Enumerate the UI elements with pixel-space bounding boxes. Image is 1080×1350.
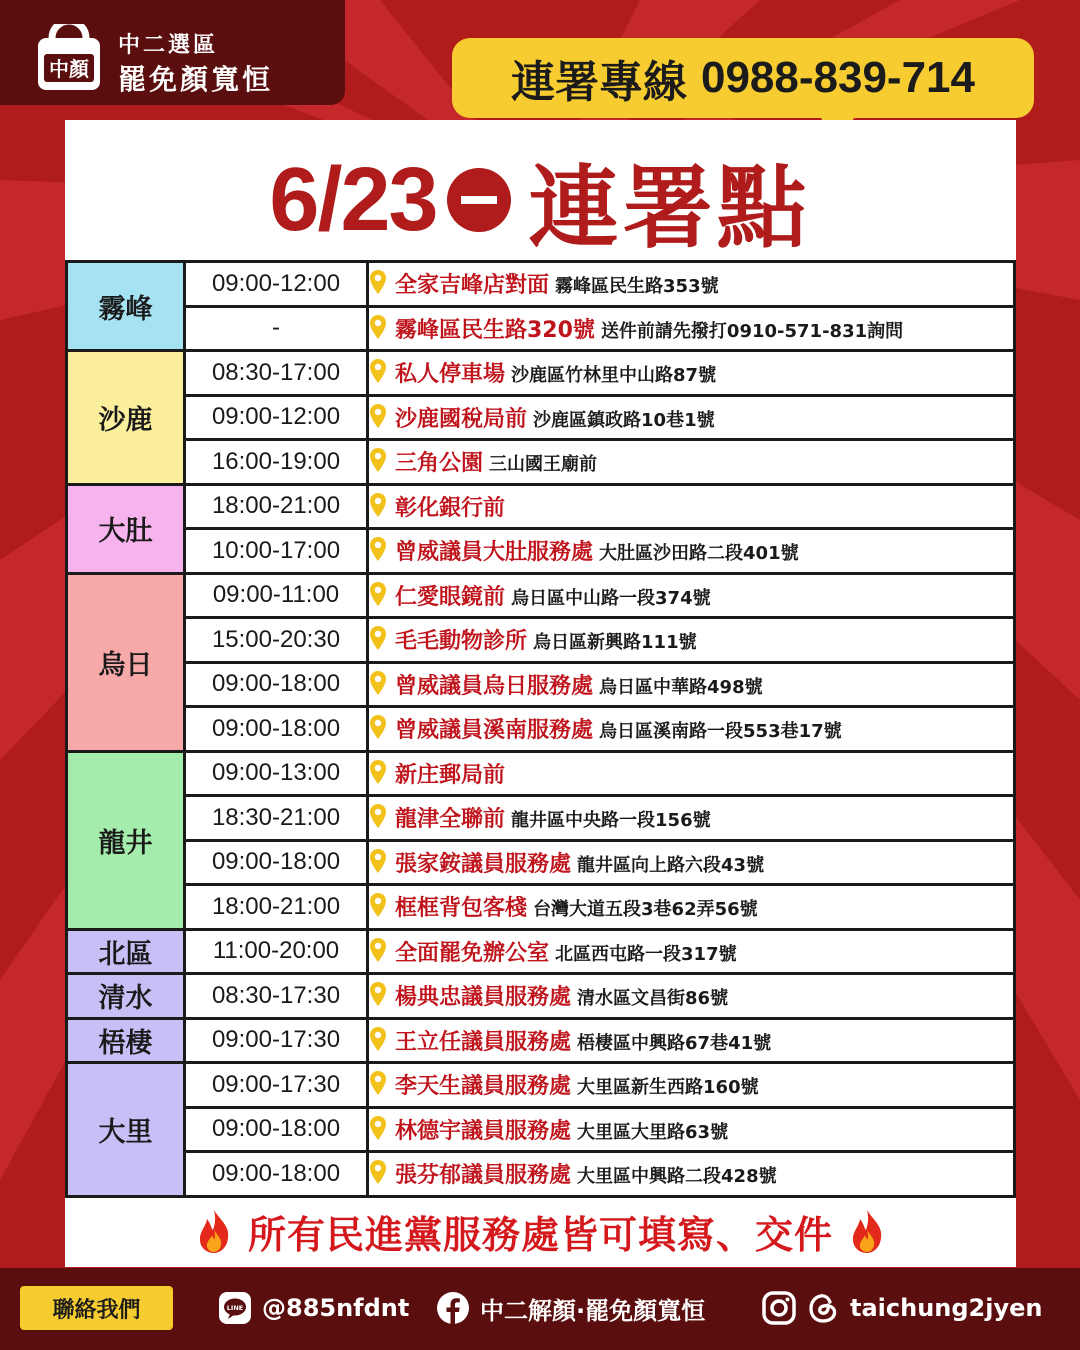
location-address: 大里區新生西路160號: [577, 1077, 759, 1099]
brand-line2: 罷免顏寬恒: [118, 63, 274, 96]
location-pin-icon: [369, 1034, 395, 1053]
location-cell: [368, 573, 1015, 618]
location-address: 烏日區溪南路一段553巷17號: [599, 721, 842, 743]
location-address: 三山國王廟前: [489, 454, 598, 476]
district-name: 大里: [67, 1063, 185, 1197]
time-cell: 09:00-12:00: [185, 262, 368, 307]
district-name: 梧棲: [67, 1018, 185, 1063]
location-cell: [368, 529, 1015, 574]
district-name: 烏日: [67, 573, 185, 751]
contact-facebook-name[interactable]: 中二解顏·罷免顏寬恒: [480, 1296, 706, 1325]
location-pin-icon: [369, 989, 395, 1008]
location-pin-icon: [369, 544, 395, 563]
location-pin-icon: [369, 411, 395, 430]
location-cell: [368, 1152, 1015, 1197]
location-cell: [368, 440, 1015, 485]
location-address: 送件前請先撥打0910-571-831詢問: [600, 320, 904, 342]
location-name: 曾威議員烏日服務處: [395, 673, 594, 699]
district-name: 霧峰: [67, 262, 185, 351]
title-text: 連署點: [528, 156, 811, 261]
location-address: 梧棲區中興路67巷41號: [577, 1032, 772, 1054]
location-pin-icon: [369, 322, 395, 341]
location-pin-icon: [369, 945, 395, 964]
table-row: [67, 395, 1015, 440]
time-cell: 09:00-18:00: [185, 1107, 368, 1152]
brand-logo: [0, 0, 345, 105]
location-cell: [368, 796, 1015, 841]
location-address: 沙鹿區竹林里中山路87號: [511, 365, 717, 387]
time-cell: 18:00-21:00: [185, 885, 368, 930]
location-pin-icon: [369, 1167, 395, 1186]
time-cell: 10:00-17:00: [185, 529, 368, 574]
time-cell: 09:00-17:30: [185, 1063, 368, 1108]
location-pin-icon: [369, 678, 395, 697]
location-address: 沙鹿區鎮政路10巷1號: [533, 409, 715, 431]
location-address: 烏日區中華路498號: [599, 676, 763, 698]
district-name: 大肚: [67, 484, 185, 573]
time-cell: 09:00-18:00: [185, 840, 368, 885]
location-name: 張芬郁議員服務處: [395, 1163, 572, 1189]
location-cell: [368, 929, 1015, 974]
table-row: [67, 484, 1015, 529]
location-address: 大里區中興路二段428號: [577, 1166, 777, 1188]
time-cell: 18:00-21:00: [185, 484, 368, 529]
page-title: [0, 145, 1080, 261]
location-name: 王立任議員服務處: [395, 1029, 572, 1055]
location-name: 霧峰區民生路320號: [395, 317, 595, 343]
facebook-icon: [436, 1291, 470, 1325]
time-cell: 18:30-21:00: [185, 796, 368, 841]
table-row: [67, 796, 1015, 841]
fire-icon: [847, 1208, 887, 1254]
contact-instagram-handle[interactable]: taichung2jyen: [850, 1294, 1043, 1322]
time-cell: 09:00-11:00: [185, 573, 368, 618]
location-cell: [368, 1018, 1015, 1063]
location-name: 李天生議員服務處: [395, 1074, 572, 1100]
table-row: [67, 529, 1015, 574]
location-pin-icon: [369, 811, 395, 830]
location-name: 彰化銀行前: [395, 495, 506, 521]
location-name: 新庄郵局前: [395, 762, 506, 788]
location-cell: [368, 662, 1015, 707]
location-cell: [368, 840, 1015, 885]
table-row: [67, 885, 1015, 930]
line-icon: [218, 1291, 252, 1325]
location-address: 台灣大道五段3巷62弄56號: [533, 899, 758, 921]
location-pin-icon: [369, 1123, 395, 1142]
location-name: 框框背包客棧: [395, 896, 528, 922]
location-cell: [368, 751, 1015, 796]
time-cell: 15:00-20:30: [185, 618, 368, 663]
time-cell: 09:00-18:00: [185, 1152, 368, 1197]
location-cell: [368, 351, 1015, 396]
location-address: 北區西屯路一段317號: [555, 943, 737, 965]
time-cell: 08:30-17:00: [185, 351, 368, 396]
location-address: 烏日區新興路111號: [533, 632, 697, 654]
location-cell: [368, 707, 1015, 752]
location-pin-icon: [369, 633, 395, 652]
title-date: 6/23: [269, 149, 437, 250]
location-name: 張家銨議員服務處: [395, 851, 572, 877]
location-cell: [368, 484, 1015, 529]
table-row: [67, 262, 1015, 307]
time-cell: 16:00-19:00: [185, 440, 368, 485]
location-name: 全面罷免辦公室: [395, 940, 550, 966]
district-name: 龍井: [67, 751, 185, 929]
contact-line[interactable]: [218, 1288, 409, 1328]
location-name: 曾威議員溪南服務處: [395, 718, 594, 744]
location-pin-icon: [369, 589, 395, 608]
contact-label: 聯絡我們: [20, 1286, 173, 1330]
contact-instagram[interactable]: [762, 1288, 1043, 1328]
footer-note: [65, 1198, 1016, 1264]
footer-note-text: 所有民進黨服務處皆可填寫、交件: [247, 1212, 833, 1257]
contact-facebook[interactable]: [436, 1288, 705, 1328]
logo-mark-text: 中顏: [49, 57, 89, 81]
location-pin-icon: [369, 277, 395, 296]
time-cell: 09:00-18:00: [185, 707, 368, 752]
location-address: 大里區大里路63號: [577, 1121, 729, 1143]
table-row: [67, 618, 1015, 663]
location-cell: [368, 262, 1015, 307]
location-cell: [368, 306, 1015, 351]
district-name: 沙鹿: [67, 351, 185, 485]
location-name: 毛毛動物診所: [395, 629, 528, 655]
contact-line-id[interactable]: @885nfdnt: [262, 1294, 410, 1322]
location-name: 龍津全聯前: [395, 807, 506, 833]
location-name: 沙鹿國稅局前: [395, 406, 528, 432]
location-address: 大肚區沙田路二段401號: [599, 543, 799, 565]
district-name: 北區: [67, 929, 185, 974]
table-row: [67, 351, 1015, 396]
location-cell: [368, 1107, 1015, 1152]
time-cell: 11:00-20:00: [185, 929, 368, 974]
location-pin-icon: [369, 722, 395, 741]
table-row: [67, 707, 1015, 752]
table-row: [67, 662, 1015, 707]
time-cell: -: [185, 306, 368, 351]
hotline-number[interactable]: 0988-839-714: [700, 53, 975, 102]
table-row: [67, 840, 1015, 885]
table-row: [67, 1018, 1015, 1063]
location-pin-icon: [369, 500, 395, 519]
location-pin-icon: [369, 1078, 395, 1097]
table-row: [67, 306, 1015, 351]
hotline-label: 連署專線: [510, 58, 687, 107]
logo-mark-icon: [34, 24, 104, 94]
location-pin-icon: [369, 366, 395, 385]
district-name: 清水: [67, 974, 185, 1019]
table-row: [67, 573, 1015, 618]
time-cell: 09:00-18:00: [185, 662, 368, 707]
contact-bar: [0, 1268, 1080, 1350]
location-cell: [368, 618, 1015, 663]
location-name: 私人停車場: [395, 362, 506, 388]
location-address: 烏日區中山路一段374號: [511, 587, 711, 609]
table-row: [67, 440, 1015, 485]
location-name: 全家吉峰店對面: [395, 273, 550, 299]
threads-icon: [806, 1291, 840, 1325]
table-row: [67, 929, 1015, 974]
location-name: 仁愛眼鏡前: [395, 584, 506, 610]
location-name: 三角公園: [395, 451, 484, 477]
svg-text:LINE: LINE: [226, 1304, 244, 1312]
time-cell: 09:00-17:30: [185, 1018, 368, 1063]
time-cell: 09:00-13:00: [185, 751, 368, 796]
location-cell: [368, 1063, 1015, 1108]
location-pin-icon: [369, 767, 395, 786]
minus-circle-icon: [447, 168, 511, 232]
fire-icon: [194, 1208, 234, 1254]
table-row: [67, 974, 1015, 1019]
location-address: 龍井區中央路一段156號: [511, 810, 711, 832]
instagram-icon: [762, 1291, 796, 1325]
time-cell: 09:00-12:00: [185, 395, 368, 440]
location-pin-icon: [369, 856, 395, 875]
location-name: 楊典忠議員服務處: [395, 985, 572, 1011]
location-pin-icon: [369, 900, 395, 919]
location-name: 林德宇議員服務處: [395, 1118, 572, 1144]
location-address: 霧峰區民生路353號: [555, 276, 719, 298]
table-row: [67, 1107, 1015, 1152]
table-row: [67, 1152, 1015, 1197]
hotline-bubble[interactable]: [452, 38, 1034, 118]
schedule-table: [65, 260, 1016, 1198]
table-row: [67, 751, 1015, 796]
location-pin-icon: [369, 455, 395, 474]
location-cell: [368, 885, 1015, 930]
location-name: 曾威議員大肚服務處: [395, 540, 594, 566]
schedule-body: [67, 262, 1015, 1197]
time-cell: 08:30-17:30: [185, 974, 368, 1019]
location-cell: [368, 395, 1015, 440]
location-cell: [368, 974, 1015, 1019]
location-address: 龍井區向上路六段43號: [577, 854, 765, 876]
location-address: 清水區文昌街86號: [577, 988, 729, 1010]
table-row: [67, 1063, 1015, 1108]
brand-line1: 中二選區: [118, 33, 219, 58]
